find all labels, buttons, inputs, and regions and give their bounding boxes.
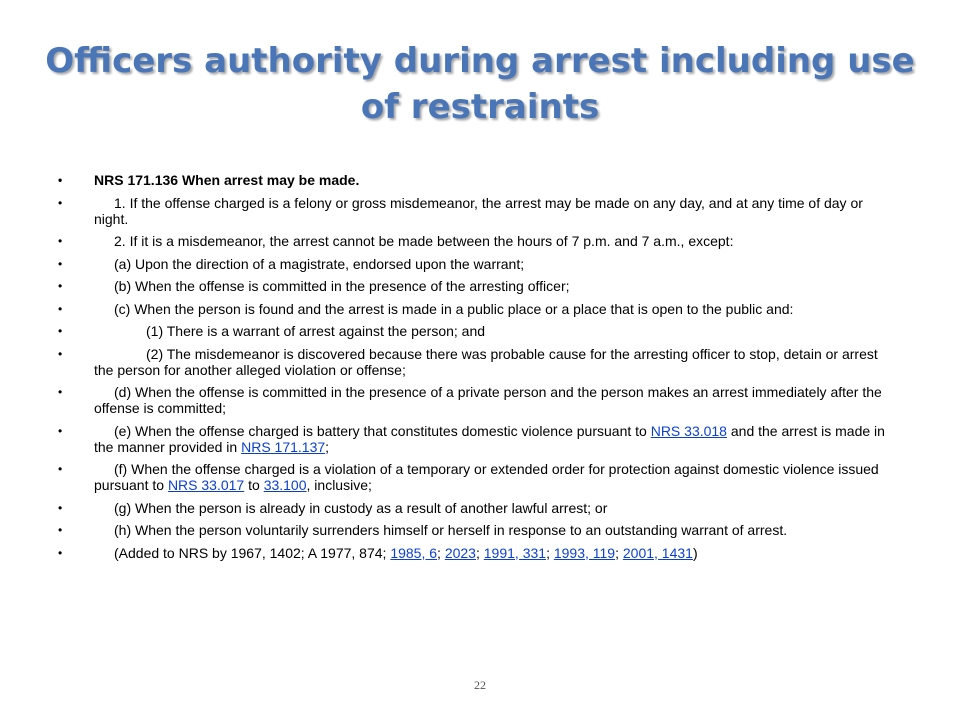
list-item: [58, 500, 900, 516]
item-text: (h) When the person voluntarily surrenders himself or herself in response to an outstanding warrant of arrest.: [114, 522, 788, 538]
link-nrs-33-017[interactable]: NRS 33.017: [167, 477, 245, 493]
bullet: •: [58, 346, 63, 361]
page-number: 22: [474, 678, 486, 692]
bullet: •: [58, 324, 63, 338]
item-text: 2. If it is a misdemeanor, the arrest cannot be made between the hours of 7 p.m. and 7 a.m., except:: [114, 233, 734, 249]
item-text: (d) When the offense is committed in the presence of a private person and the person makes an arrest immediately after the offense is committed;: [94, 384, 882, 416]
item-text: (f) When the offense charged is a violation of a temporary or extended order for protection against domestic violence issued pursuant to: [94, 461, 879, 493]
item-text: ;: [325, 438, 330, 455]
list-item: [58, 256, 900, 272]
statute-list: [58, 172, 900, 567]
item-text: (a) Upon the direction of a magistrate, endorsed upon the warrant;: [114, 255, 525, 272]
list-item: [58, 233, 900, 249]
link-nrs-33-018[interactable]: NRS 33.018: [650, 422, 727, 439]
link-33-100[interactable]: 33.100: [263, 477, 307, 493]
list-item: [58, 384, 900, 416]
item-text: and the arrest is made in the manner provided in: [94, 422, 885, 455]
bullet: •: [58, 545, 63, 560]
bullet: •: [58, 173, 63, 187]
item-text: (1) There is a warrant of arrest against the person; and: [146, 323, 486, 339]
list-item: [58, 522, 900, 538]
bullet: •: [58, 256, 63, 271]
item-text: (c) When the person is found and the arrest is made in a public place or a place that is open to the public and:: [114, 300, 794, 317]
bullet: •: [58, 301, 63, 316]
item-text: (2) The misdemeanor is discovered because there was probable cause for the arresting officer to stop, detain or arrest the person for another alleged violation or offense;: [94, 345, 878, 378]
list-item: [58, 301, 900, 317]
link-1993-119[interactable]: 1993, 119: [553, 544, 616, 561]
bullet: •: [58, 195, 63, 210]
link-1985-6[interactable]: 1985, 6: [390, 544, 438, 561]
list-item: [58, 172, 900, 188]
bullet: •: [58, 385, 63, 399]
link-1991-331[interactable]: 1991, 331: [483, 544, 547, 561]
statute-heading: NRS 171.136 When arrest may be made.: [94, 172, 360, 188]
list-item: [58, 545, 900, 561]
history-prefix: (Added to NRS by 1967, 1402; A 1977, 874;: [114, 544, 391, 561]
list-item: [58, 346, 900, 378]
bullet: •: [58, 279, 63, 293]
list-item: [58, 423, 900, 455]
history-sep: ;: [437, 544, 445, 561]
item-text: , inclusive;: [306, 477, 372, 493]
bullet: •: [58, 462, 63, 476]
list-item: [58, 195, 900, 227]
list-item: [58, 323, 900, 339]
item-text: 1. If the offense charged is a felony or gross misdemeanor, the arrest may be made on any day, and at any time of day or night.: [94, 194, 863, 227]
item-text: (e) When the offense charged is battery that constitutes domestic violence pursuant to: [114, 422, 651, 439]
link-nrs-171-137[interactable]: NRS 171.137: [241, 438, 326, 455]
history-suffix: ): [692, 544, 698, 561]
history-sep: ;: [475, 544, 484, 561]
history-sep: ;: [615, 544, 623, 561]
link-2023[interactable]: 2023: [444, 544, 476, 561]
item-text: (g) When the person is already in custody as a result of another lawful arrest; or: [114, 499, 608, 516]
list-item: [58, 461, 900, 493]
bullet: •: [58, 523, 63, 537]
list-item: [58, 278, 900, 294]
bullet: •: [58, 234, 63, 248]
bullet: •: [58, 423, 63, 438]
link-2001-1431[interactable]: 2001, 1431: [622, 544, 693, 561]
item-text: to: [244, 477, 264, 493]
item-text: (b) When the offense is committed in the presence of the arresting officer;: [114, 278, 570, 294]
slide-title: Officers authority during arrest including use of restraints: [45, 41, 915, 127]
bullet: •: [58, 500, 63, 515]
history-sep: ;: [546, 544, 554, 561]
